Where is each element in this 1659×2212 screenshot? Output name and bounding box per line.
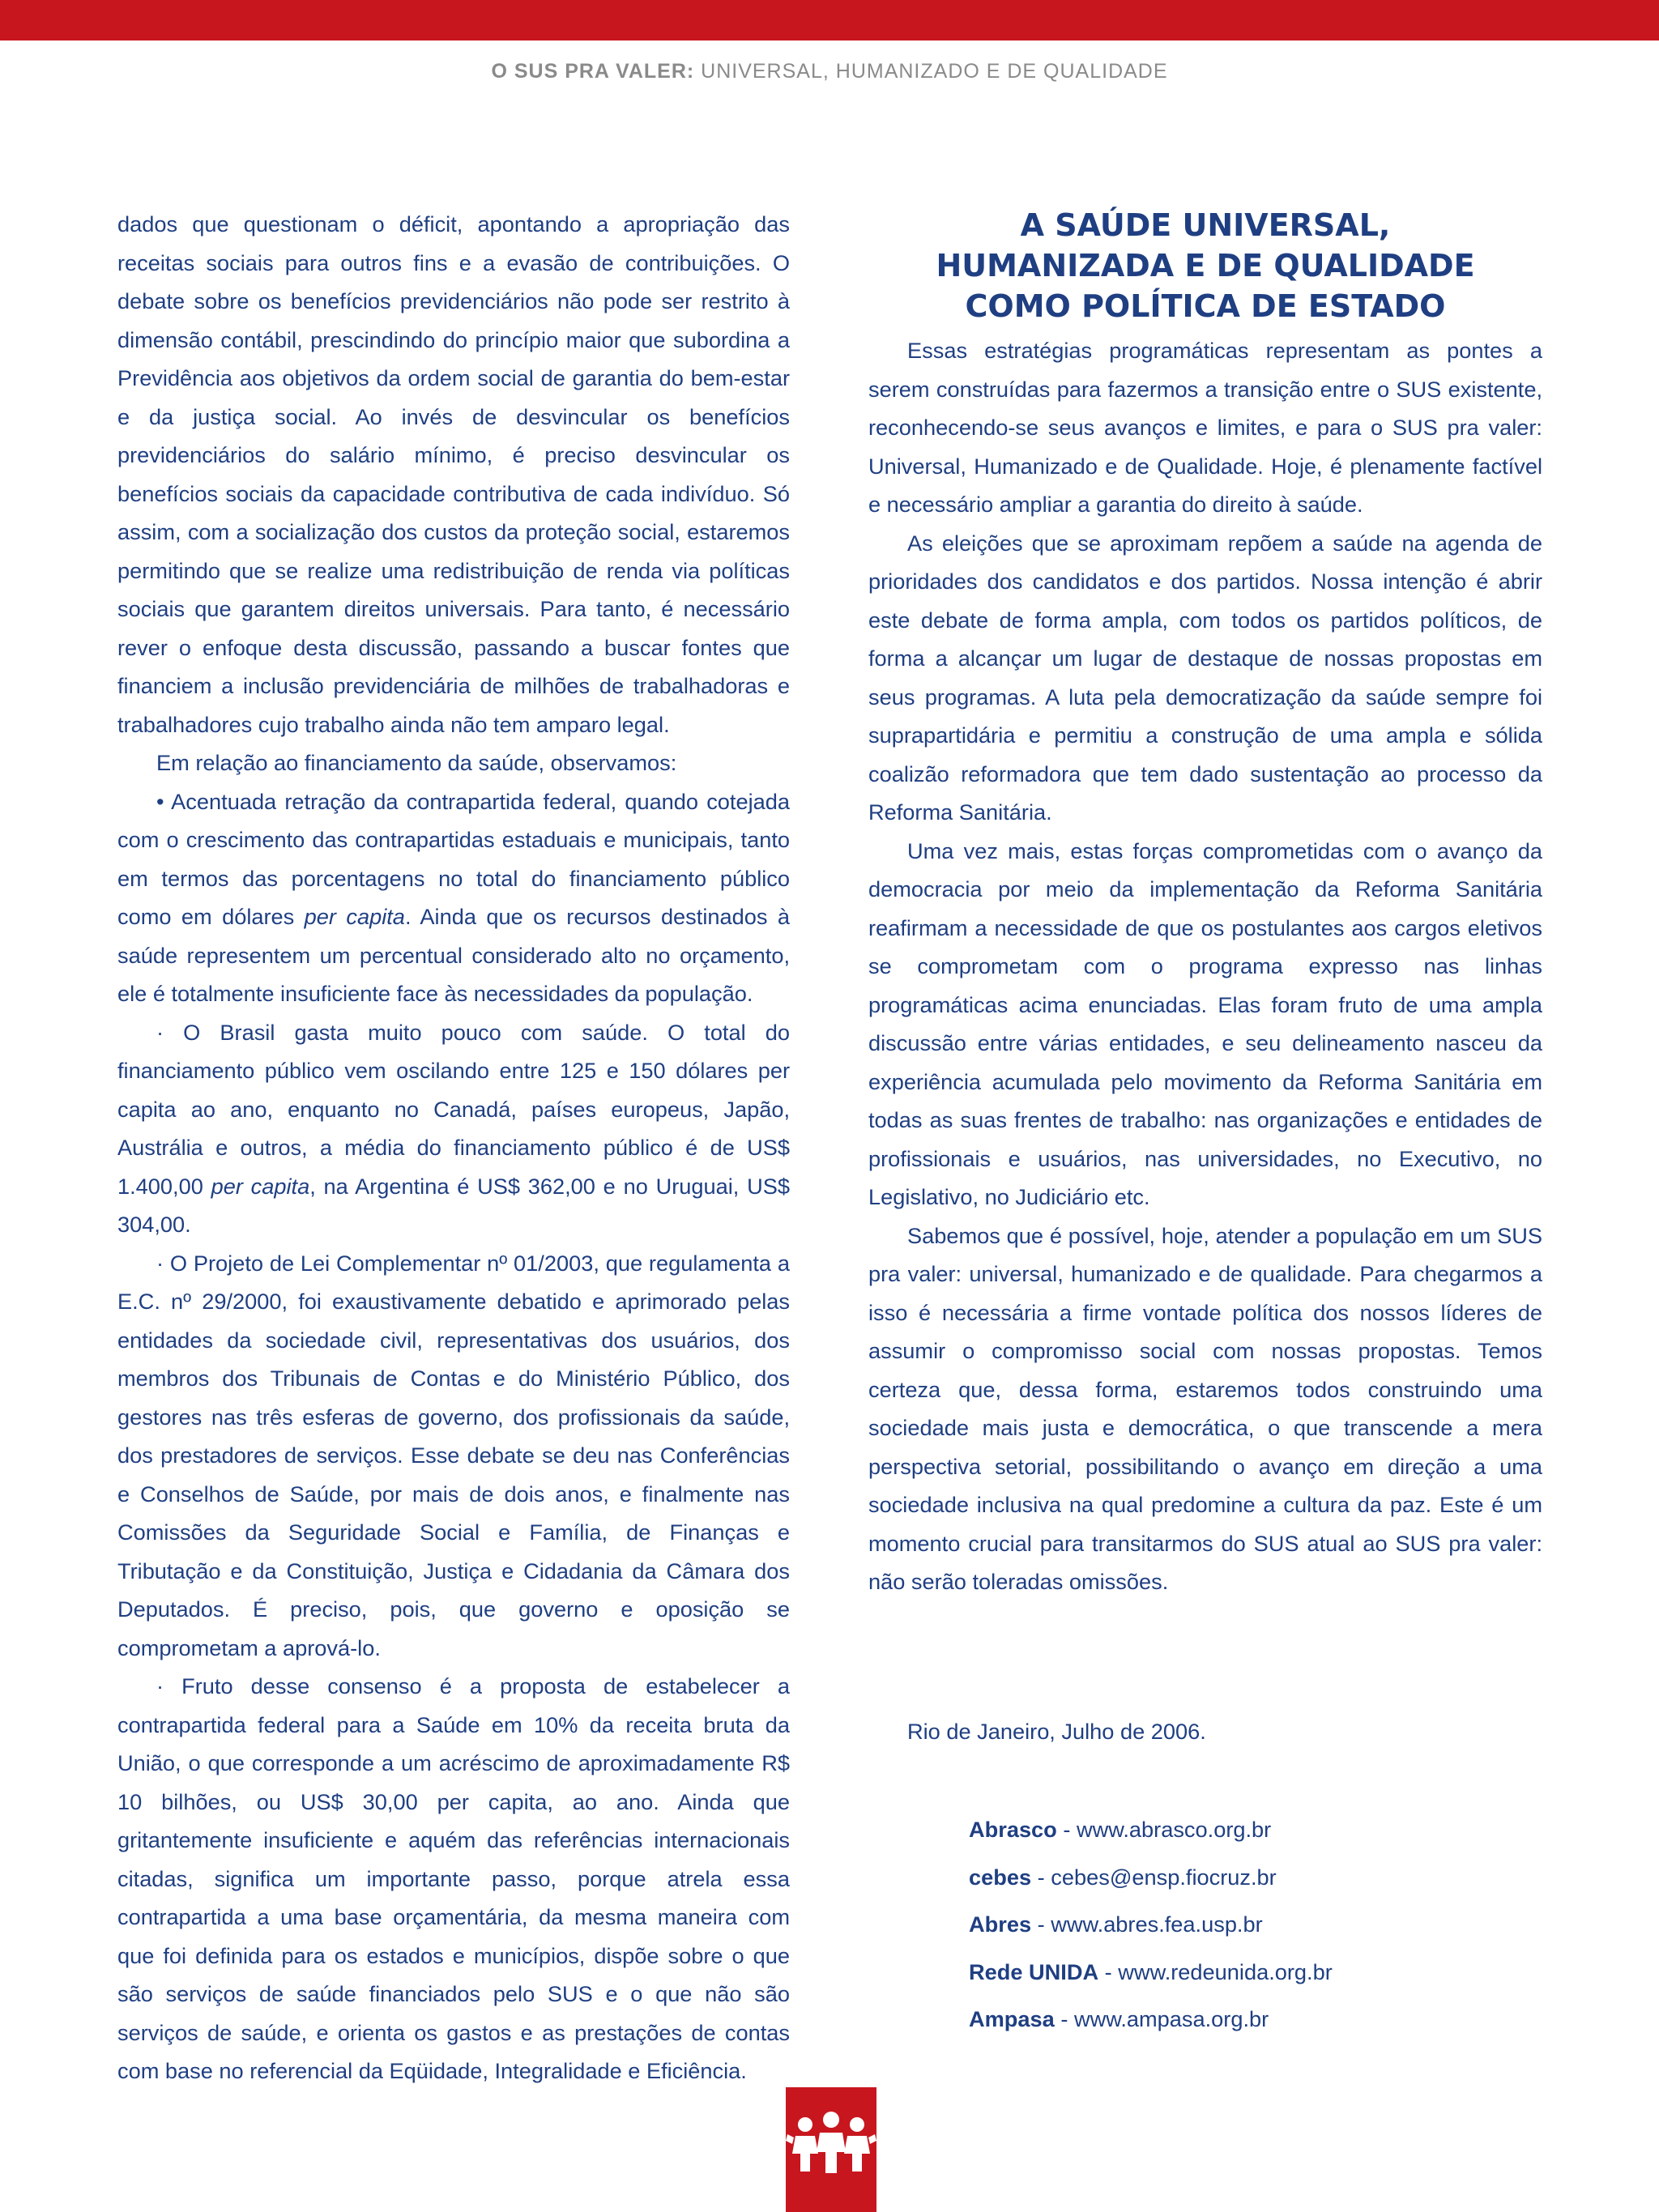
signatory-name: cebes — [969, 1864, 1032, 1890]
signatory-link[interactable]: www.abrasco.org.br — [1076, 1817, 1272, 1842]
bullet-paragraph: · Fruto desse consenso é a proposta de estabelecer a contrapartida federal para a Saúde em 10% da receita bruta da União, o que corresponde a um acréscimo de aproximadamente R$ 10 bilhões, ou US$ 30,00 per capita, ao ano. Ainda que gritantemente insuficiente e aquém das referências internacionais citadas, significa um importante passo, porque atrela essa contrapartida a uma base orçamentária, da mesma maneira com que foi definida para os estados e municípios, dispõe sobre o que são serviços de saúde financiados pelo SUS e o que não são serviços de saúde, e orienta os gastos e as prestações de contas com base no referencial da Eqüidade, Integralidade e Eficiência. — [117, 1673, 790, 2083]
bullet-paragraph — [117, 1013, 790, 1244]
left-column — [117, 205, 790, 2091]
italic-term: per capita — [211, 1173, 310, 1199]
paragraph: Sabemos que é possível, hoje, atender a população em um SUS pra valer: universal, humanizado e de qualidade. Para chegarmos a isso é necessária a firme vontade política dos nossos líderes de assumir o compromisso social com nossas propostas. Temos certeza que, dessa forma, estaremos todos construindo uma sociedade mais justa e democrática, o que transcende a mera perspectiva setorial, possibilitando o avanço em direção a uma sociedade inclusiva na qual predomine a cultura da paz. Este é um momento crucial para transitarmos do SUS atual ao SUS pra valer: não serão toleradas omissões. — [868, 1222, 1542, 1594]
signatory-name: Abres — [969, 1912, 1032, 1937]
running-header-text: UNIVERSAL, HUMANIZADO E DE QUALIDADE — [701, 60, 1168, 83]
signatory-link[interactable]: www.abres.fea.usp.br — [1051, 1912, 1263, 1937]
signatory — [969, 1996, 1333, 2044]
people-group-logo-icon — [786, 2087, 876, 2212]
paragraph: Essas estratégias programáticas representam as pontes a serem construídas para fazermos a transição entre o SUS existente, reconhecendo-se seus avanços e limites, e para o SUS pra valer: Universal, Humanizado e de Qualidade. Hoje, é plenamente factível e necessário ampliar a garantia do direito à saúde. — [868, 338, 1542, 517]
paragraph: Uma vez mais, estas forças comprometidas com o avanço da democracia por meio da implementação da Reforma Sanitária reafirmam a necessidade de que os postulantes aos cargos eletivos se comprometam com o programa expresso nas linhas programáticas acima enunciadas. Elas foram fruto de uma ampla discussão entre várias entidades, e seu delineamento nasceu da experiência acumulada pelo movimento da Reforma Sanitária em todas as suas frentes de trabalho: nas organizações e entidades de profissionais e usuários, nas universidades, no Executivo, no Legislativo, no Judiciário etc. — [868, 837, 1542, 1209]
bullet-paragraph — [117, 782, 790, 1013]
separator: - — [1054, 2006, 1074, 2031]
signatory-email[interactable]: cebes@ensp.fiocruz.br — [1051, 1864, 1277, 1890]
heading-line: COMO POLÍTICA DE ESTADO — [965, 288, 1446, 324]
heading-line: A SAÚDE UNIVERSAL, — [1020, 207, 1391, 243]
section-heading — [868, 205, 1542, 326]
separator: - — [1031, 1864, 1051, 1890]
paragraph: dados que questionam o déficit, apontando a apropriação das receitas sociais para outros fins e a evasão de contribuições. O debate sobre os benefícios previdenciários não pode ser restrito à dimensão contábil, prescindindo do princípio maior que subordina a Previdência aos objetivos da ordem social de garantia do bem-estar e da justiça social. Ao invés de desvincular os benefícios previdenciários do salário mínimo, é preciso desvincular os benefícios sociais da capacidade contributiva de cada indivíduo. Só assim, com a socialização dos custos da proteção social, estaremos permitindo que se realize uma redistribuição de renda via políticas sociais que garantem direitos universais. Para tanto, é necessário rever o enfoque desta discussão, passando a buscar fontes que financiem a inclusão previdenciária de milhões de trabalhadoras e trabalhadores cujo trabalho ainda não tem amparo legal. — [117, 211, 790, 737]
signatory — [969, 1854, 1333, 1902]
heading-line: HUMANIZADA E DE QUALIDADE — [936, 248, 1475, 283]
running-header — [0, 60, 1659, 83]
dateline: Rio de Janeiro, Julho de 2006. — [907, 1719, 1206, 1744]
paragraph: Em relação ao financiamento da saúde, observamos: — [156, 750, 677, 775]
bullet-text: · O Brasil gasta muito pouco com saúde. O total do financiamento público vem oscilando entre 125 e 150 dólares per capita ao ano, enquanto no Canadá, países europeus, Japão, Austrália e outros, a média do financiamento público é de US$ 1.400,00 — [117, 1019, 790, 1199]
separator: - — [1056, 1817, 1077, 1842]
signatory-name: Ampasa — [969, 2006, 1055, 2031]
signatory — [969, 1901, 1333, 1949]
top-red-bar — [0, 0, 1659, 40]
signatory-link[interactable]: www.redeunida.org.br — [1118, 1958, 1333, 1984]
paragraph: As eleições que se aproximam repõem a saúde na agenda de prioridades dos candidatos e dos partidos. Nossa intenção é abrir este debate de forma ampla, com todos os partidos políticos, de forma a alcançar um lugar de destaque de nossas propostas em seus programas. A luta pela democratização da saúde sempre foi suprapartidária e permitiu a construção de uma ampla e sólida coalizão reformadora que tem dado sustentação ao processo da Reforma Sanitária. — [868, 530, 1542, 825]
bullet-text: • Acentuada retração da contrapartida federal, quando cotejada com o crescimento das contrapartidas estaduais e municipais, tanto em termos das porcentagens no total do financiamento público como em dólares — [117, 788, 790, 929]
signatory — [969, 1806, 1333, 1854]
running-header-bold: O SUS PRA VALER: — [491, 60, 695, 83]
bullet-text: . Ainda que os recursos destinados à saúde representem um percentual considerado alto no orçamento, ele é totalmente insuficiente face às necessidades da população. — [117, 904, 790, 1006]
signatory-name: Abrasco — [969, 1817, 1057, 1842]
signatory — [969, 1949, 1333, 1997]
separator: - — [1098, 1958, 1119, 1984]
signatory-link[interactable]: www.ampasa.org.br — [1073, 2006, 1269, 2031]
signatories-list — [969, 1806, 1333, 2044]
bullet-paragraph: · O Projeto de Lei Complementar nº 01/2003, que regulamenta a E.C. nº 29/2000, foi exaustivamente debatido e aprimorado pelas entidades da sociedade civil, representativas dos usuários, dos membros dos Tribunais de Contas e do Ministério Público, dos gestores nas três esferas de governo, dos profissionais da saúde, dos prestadores de serviços. Esse debate se deu nas Conferências e Conselhos de Saúde, por mais de dois anos, e finalmente nas Comissões da Seguridade Social e Família, de Finanças e Tributação e da Constituição, Justiça e Cidadania da Câmara dos Deputados. É preciso, pois, que governo e oposição se comprometam a aprová-lo. — [117, 1250, 790, 1660]
signatory-name: Rede UNIDA — [969, 1958, 1099, 1984]
separator: - — [1031, 1912, 1051, 1937]
bullet-text: , na Argentina é US$ 362,00 e no Uruguai, US$ 304,00. — [117, 1173, 790, 1237]
right-column — [868, 205, 1542, 1601]
italic-term: per capita — [304, 904, 405, 929]
